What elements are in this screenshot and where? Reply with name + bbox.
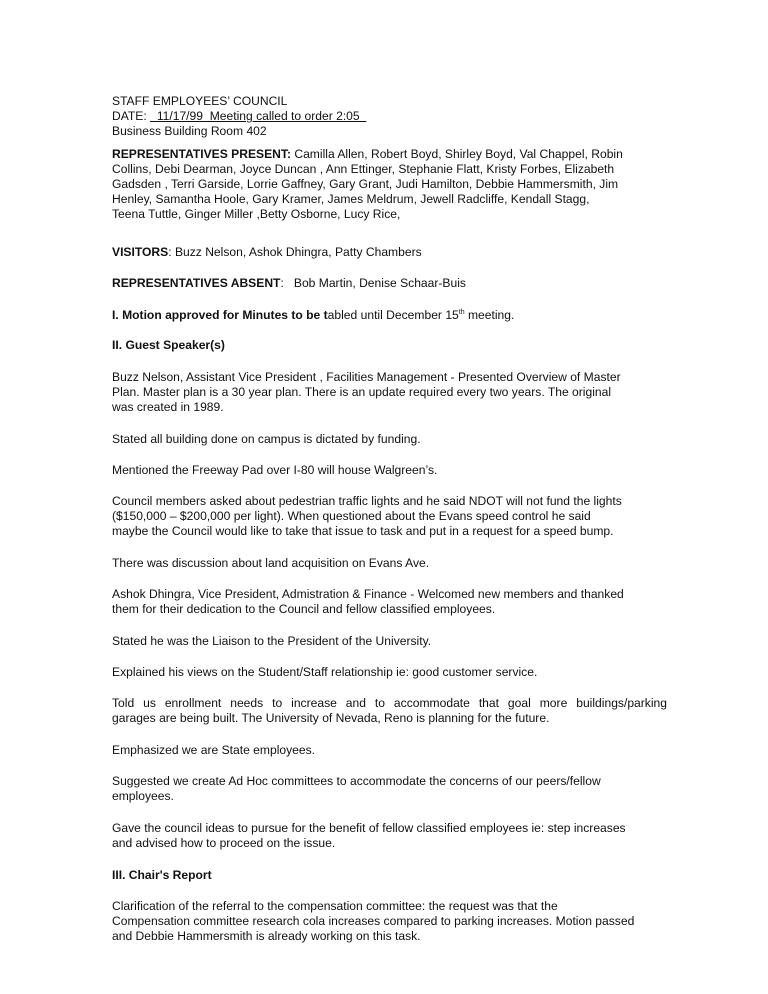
adhoc-note: Suggested we create Ad Hoc committees to accommodate the concerns of our peers/fellow employees.	[112, 774, 601, 804]
freeway-note: Mentioned the Freeway Pad over I-80 will house Walgreen’s.	[112, 463, 438, 477]
present-line: Collins, Debi Dearman, Joyce Duncan , Ann Ettinger, Stephanie Flatt, Kristy Forbes, Elizabeth	[112, 162, 615, 177]
absent-names: : Bob Martin, Denise Schaar-Buis	[280, 276, 466, 290]
section-chairs-report-heading: III. Chair's Report	[112, 868, 212, 882]
chairs-report-body: Clarification of the referral to the compensation committee: the request was that the Compensation committee research cola increases compared to parking increases. Motion passed and Debbie Hammersmith is already working on this task.	[112, 899, 635, 944]
visitors-label: VISITORS	[112, 245, 169, 259]
state-note: Emphasized we are State employees.	[112, 743, 316, 757]
visitors	[112, 245, 667, 260]
funding-note: Stated all building done on campus is dictated by funding.	[112, 432, 421, 446]
council-name: STAFF EMPLOYEES’ COUNCIL	[112, 94, 288, 108]
meeting-date-line	[112, 109, 667, 124]
nelson-intro: Buzz Nelson, Assistant Vice President , Facilities Management - Presented Overview of Master Plan. Master plan is a 30 year plan. There is an update required every two years. The original was created in 1989.	[112, 370, 621, 415]
dhingra-intro: Ashok Dhingra, Vice President, Admistration & Finance - Welcomed new members and thanked them for their dedication to the Council and fellow classified employees.	[112, 587, 624, 617]
representatives-present	[112, 147, 667, 222]
meeting-location: Business Building Room 402	[112, 124, 267, 139]
land-note: There was discussion about land acquisition on Evans Ave.	[112, 556, 430, 570]
ideas-note: Gave the council ideas to pursue for the benefit of fellow classified employees ie: step increases and advised how to proceed on the issue.	[112, 821, 626, 851]
date-value: 11/17/99 Meeting called to order 2:05	[150, 109, 367, 124]
present-names: Camilla Allen, Robert Boyd, Shirley Boyd, Val Chappel, Robin	[290, 147, 623, 161]
representatives-absent	[112, 276, 667, 291]
traffic-note: Council members asked about pedestrian traffic lights and he said NDOT will not fund the lights ($150,000 – $200,000 per light). When questioned about the Evans speed control he said maybe the Council would like to take that issue to task and put in a request for a speed bump.	[112, 494, 622, 539]
motion-sup: th	[458, 308, 465, 316]
present-label: REPRESENTATIVES PRESENT:	[112, 147, 291, 161]
motion-text: abled until December 15	[327, 308, 459, 322]
present-line: Gadsden , Terri Garside, Lorrie Gaffney, Gary Grant, Judi Hamilton, Debbie Hammersmith, Jim	[112, 177, 619, 192]
document-header	[112, 94, 667, 139]
absent-label: REPRESENTATIVES ABSENT	[112, 276, 281, 290]
present-line	[112, 147, 667, 162]
section-guest-speakers-heading: II. Guest Speaker(s)	[112, 338, 225, 352]
motion-bold: I. Motion approved for Minutes to be t	[112, 308, 328, 322]
present-line: Teena Tuttle, Ginger Miller ,Betty Osborne, Lucy Rice,	[112, 207, 401, 222]
section-minutes-motion	[112, 308, 667, 323]
date-label: DATE:	[112, 109, 147, 124]
enrollment-note: Told us enrollment needs to increase and to accommodate that goal more buildings/parking garages are being built. The University of Nevada, Reno is planning for the future.	[112, 696, 667, 726]
liaison-note: Stated he was the Liaison to the President of the University.	[112, 634, 432, 648]
motion-tail: meeting.	[464, 308, 515, 322]
present-line: Henley, Samantha Hoole, Gary Kramer, James Meldrum, Jewell Radcliffe, Kendall Stagg,	[112, 192, 590, 207]
visitors-names: : Buzz Nelson, Ashok Dhingra, Patty Chambers	[168, 245, 422, 259]
views-note: Explained his views on the Student/Staff relationship ie: good customer service.	[112, 665, 538, 679]
